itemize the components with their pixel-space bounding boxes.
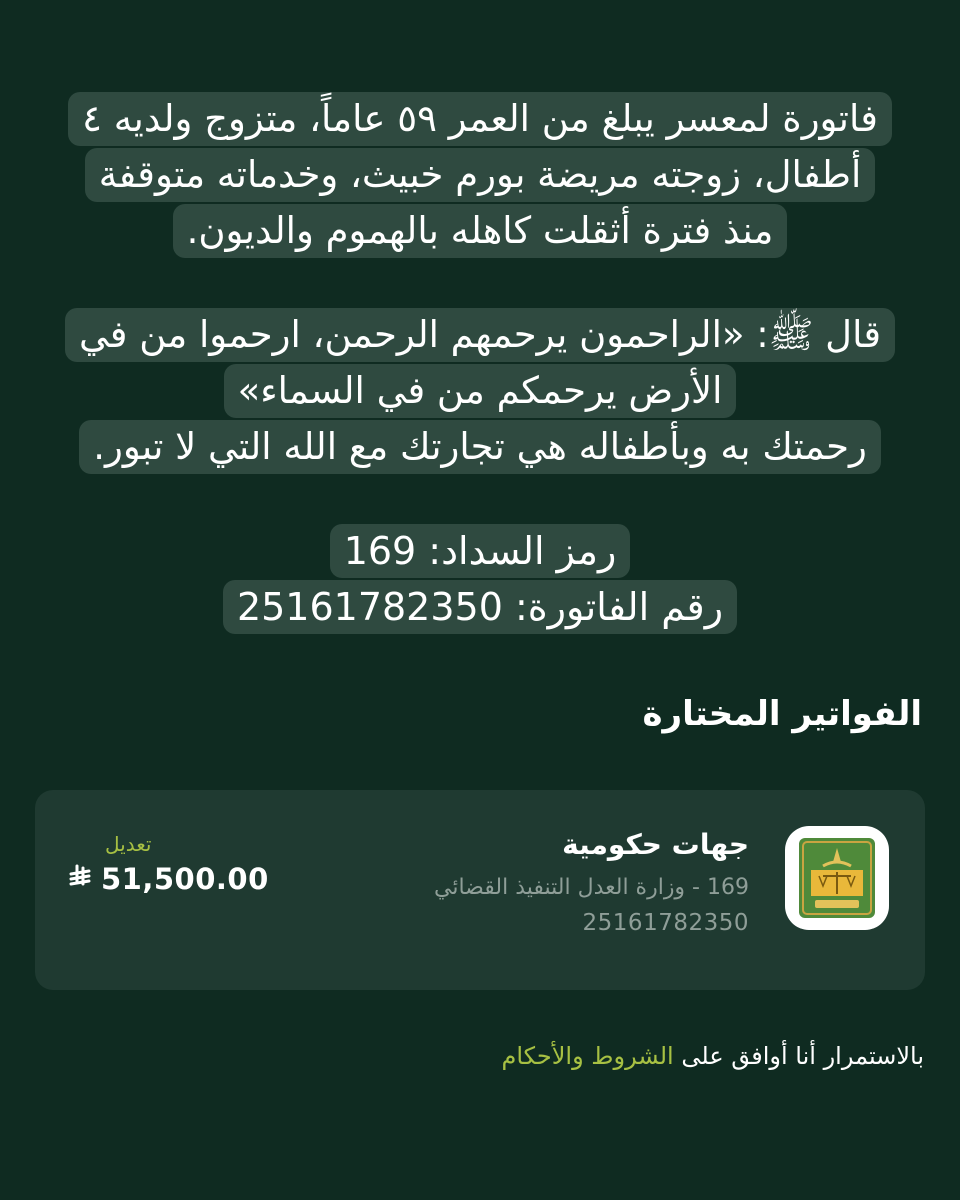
- bill-amount-column: [69, 832, 269, 896]
- bill-name: جهات حكومية: [562, 828, 749, 861]
- riyal-glyph: [69, 864, 91, 888]
- story-text: [30, 92, 930, 684]
- riyal-symbol-icon: [69, 864, 91, 895]
- bill-info: [434, 828, 749, 936]
- invoice-number-line: رقم الفاتورة: 25161782350: [223, 580, 737, 634]
- terms-prefix: بالاستمرار أنا أوافق على: [673, 1042, 924, 1070]
- payment-code-line: رمز السداد: 169: [330, 524, 631, 578]
- bill-subtitle: 169 - وزارة العدل التنفيذ القضائي: [434, 875, 749, 900]
- bill-number: 25161782350: [582, 910, 749, 936]
- story-line: الأرض يرحمكم من في السماء»: [224, 364, 737, 418]
- ministry-logo-icon: [797, 836, 877, 920]
- terms-notice: [501, 1042, 924, 1070]
- story-line: قال ﷺ: «الراحمون يرحمهم الرحمن، ارحموا من في: [65, 308, 895, 362]
- bill-card[interactable]: [35, 790, 925, 990]
- ministry-of-justice-logo: [785, 826, 889, 930]
- amount-row: [69, 862, 269, 896]
- terms-link[interactable]: الشروط والأحكام: [501, 1042, 674, 1070]
- payment-info: [30, 524, 930, 634]
- story-line: أطفال، زوجته مريضة بورم خبيث، وخدماته متوقفة: [85, 148, 876, 202]
- section-title: الفواتير المختارة: [642, 694, 922, 734]
- story-line: فاتورة لمعسر يبلغ من العمر ٥٩ عاماً، متزوج ولديه ٤: [68, 92, 892, 146]
- edit-button[interactable]: تعديل: [105, 832, 152, 856]
- story-line: منذ فترة أثقلت كاهله بالهموم والديون.: [173, 204, 788, 258]
- story-paragraph-1: [30, 92, 930, 258]
- story-paragraph-2: [30, 308, 930, 474]
- story-line: رحمتك به وبأطفاله هي تجارتك مع الله التي لا تبور.: [79, 420, 881, 474]
- bill-amount: 51,500.00: [101, 862, 269, 896]
